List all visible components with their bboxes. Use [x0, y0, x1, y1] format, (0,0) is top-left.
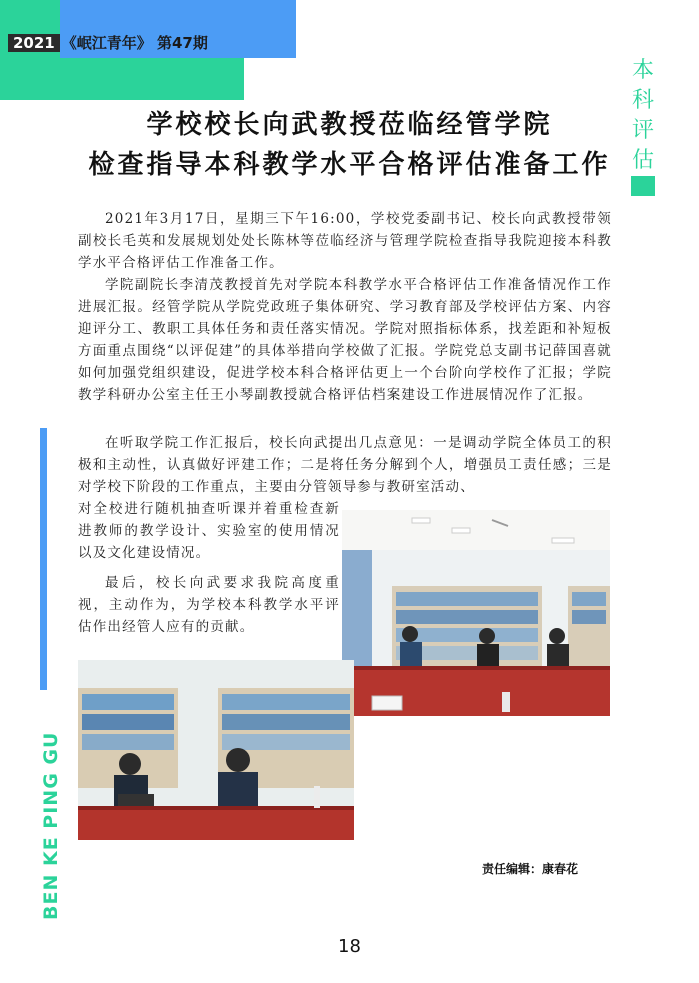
page-number: 18 — [338, 936, 361, 957]
issue-name: 《岷江青年》 第47期 — [61, 34, 208, 52]
left-accent-bar — [40, 428, 47, 690]
paragraph-3: 在听取学院工作汇报后，校长向武提出几点意见：一是调动学院全体员工的积极和主动性，认真做好评建工作；二是将任务分解到个人，增强员工责任感；三是对学校下阶段的工作重点，主要由分管领导参与教研室活动、 — [78, 435, 612, 495]
issue-year: 2021 — [8, 34, 60, 52]
section-label-char: 本 — [631, 58, 654, 83]
article-title-line2: 检查指导本科教学水平合格评估准备工作 — [88, 150, 611, 180]
responsible-editor: 责任编辑：康春花 — [482, 862, 579, 876]
section-label-char: 评 — [631, 118, 654, 143]
brand-vertical-text: BEN KE PING GU — [40, 731, 62, 920]
article-title-line1: 学校校长向武教授莅临经管学院 — [146, 110, 553, 140]
section-label-char: 估 — [631, 148, 654, 173]
paragraph-2: 学院副院长李清茂教授首先对学院本科教学水平合格评估工作准备情况作工作进展汇报。经管学院从学院党政班子集体研究、学习教育部及学校评估方案、内容迎评分工、教职工具体任务和责任落实情况。学院对照指标体系，找差距和补短板方面重点围绕“以评促建”的具体举措向学校做了汇报。学院党总支副书记薛国喜就如何加强党组织建设，促进学校本科合格评估更上一个台阶向学校作了汇报；学院教学科研办公室主任王小琴副教授就合格评估档案建设工作进展情况作了汇报。 — [78, 277, 612, 403]
section-label-char: 科 — [631, 88, 654, 113]
meeting-photo-2 — [78, 660, 354, 840]
meeting-photo-1 — [342, 510, 610, 716]
paragraph-1: 2021年3月17日，星期三下午16:00，学校党委副书记、校长向武教授带领副校长毛英和发展规划处处长陈林等莅临经济与管理学院检查指导我院迎接本科教学水平合格评估工作准备工作。 — [78, 211, 612, 271]
issue-header — [8, 32, 208, 54]
paragraph-4: 最后，校长向武要求我院高度重视，主动作为，为学校本科教学水平评估作出经管人应有的贡献。 — [78, 575, 340, 635]
paragraph-3-continued: 对全校进行随机抽查听课并着重检查新进教师的教学设计、实验室的使用情况以及文化建设情况。 — [78, 501, 340, 561]
